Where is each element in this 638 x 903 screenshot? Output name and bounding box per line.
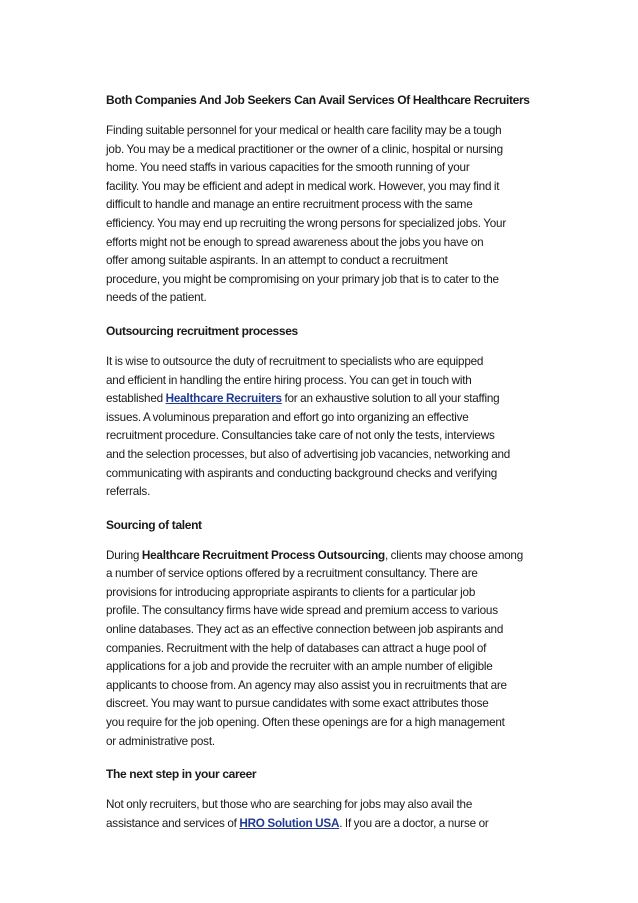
text-line: offer among suitable aspirants. In an attempt to conduct a recruitment	[106, 254, 448, 268]
text-line	[106, 815, 538, 834]
text-line: procedure, you might be compromising on your primary job that is to cater to the	[106, 272, 499, 286]
text-line: Finding suitable personnel for your medical or health care facility may be a tough	[106, 124, 502, 137]
intro-paragraph	[106, 122, 538, 308]
text-line: efforts might not be enough to spread awareness about the jobs you have on	[106, 235, 484, 249]
bold-term: Healthcare Recruitment Process Outsourcing	[141, 548, 385, 562]
text-line: online databases. They act as an effective connection between job aspirants and	[106, 623, 504, 637]
text-line: facility. You may be efficient and adept in medical work. However, you may find it	[106, 179, 500, 193]
section-heading-sourcing: Sourcing of talent	[106, 517, 202, 532]
text-segment: . If you are a doctor, a nurse or	[339, 816, 489, 830]
text-segment: for an exhaustive solution to all your staffing	[281, 392, 500, 406]
text-line: difficult to handle and manage an entire recruitment process with the same	[106, 198, 473, 212]
text-line	[106, 390, 538, 409]
healthcare-recruiters-link[interactable]: Healthcare Recruiters	[165, 392, 282, 406]
text-line: applications for a job and provide the recruiter with an ample number of eligible	[106, 660, 493, 674]
text-segment: assistance and services of	[106, 816, 240, 830]
text-line: discreet. You may want to pursue candidates with some exact attributes those	[106, 697, 489, 711]
text-line: profile. The consultancy firms have wide spread and premium access to various	[106, 604, 498, 618]
text-line: companies. Recruitment with the help of databases can attract a huge pool of	[106, 641, 487, 655]
document-title: Both Companies And Job Seekers Can Avail Services Of Healthcare Recruiters	[106, 93, 530, 107]
text-line: needs of the patient.	[106, 291, 207, 305]
text-line: you require for the job opening. Often these openings are for a high management	[106, 716, 505, 730]
text-line	[106, 547, 538, 566]
text-line: job. You may be a medical practitioner or the owner of a clinic, hospital or nursing	[106, 142, 503, 156]
hro-solution-usa-link[interactable]: HRO Solution USA	[239, 816, 340, 830]
next-step-paragraph	[106, 796, 538, 833]
text-line: Not only recruiters, but those who are searching for jobs may also avail the	[106, 798, 473, 812]
text-line: and efficient in handling the entire hiring process. You can get in touch with	[106, 373, 472, 387]
text-line: home. You need staffs in various capacities for the smooth running of your	[106, 161, 470, 175]
text-line: It is wise to outsource the duty of recruitment to specialists who are equipped	[106, 354, 484, 368]
text-segment: established	[106, 392, 166, 406]
section-heading-outsourcing: Outsourcing recruitment processes	[106, 323, 298, 338]
text-line: communicating with aspirants and conducting background checks and verifying	[106, 466, 498, 480]
text-segment: During	[106, 548, 142, 562]
text-line: and the selection processes, but also of advertising job vacancies, networking and	[106, 447, 511, 461]
text-line: provisions for introducing appropriate aspirants to clients for a particular job	[106, 585, 476, 599]
text-line: issues. A voluminous preparation and effort go into organizing an effective	[106, 410, 469, 424]
sourcing-paragraph	[106, 547, 538, 752]
text-line: referrals.	[106, 485, 151, 499]
text-segment: , clients may choose among	[384, 548, 524, 562]
outsourcing-paragraph	[106, 353, 538, 502]
text-line: a number of service options offered by a recruitment consultancy. There are	[106, 567, 478, 581]
text-line: efficiency. You may end up recruiting the wrong persons for specialized jobs. Your	[106, 216, 507, 230]
text-line: applicants to choose from. An agency may also assist you in recruitments that are	[106, 678, 507, 692]
text-line: recruitment procedure. Consultancies take care of not only the tests, interviews	[106, 429, 495, 443]
text-line: or administrative post.	[106, 734, 215, 748]
section-heading-next-step: The next step in your career	[106, 767, 257, 782]
